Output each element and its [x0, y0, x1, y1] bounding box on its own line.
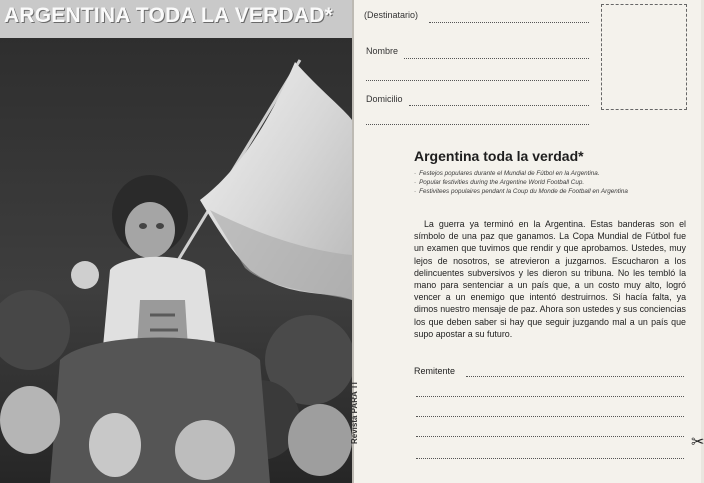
stamp-box — [601, 4, 687, 110]
postcard-title: Argentina toda la verdad* — [414, 148, 584, 164]
message-paragraph: La guerra ya terminó en la Argentina. Estas banderas son el símbolo de una paz que ganamos. La Copa Mundial de Fútbol fue un examen que tuvimos que rendir y que aprobamos. Ustedes, muy lejos de nosotros, se atrevieron a juzgarnos. Escucharon a los delincuentes subversivos y les dieron su tribuna. No les tembló la mano para sentenciar a un país que, a un costo muy alto, logró vencer a un enemigo que intentó destruirnos. Si hacía falta, ya dimos nuestro mensaje de paz. Ahora son ustedes y sus conciencias los que deben saber si hay que seguir juzgando mal a un país que supo apostar a su futuro. — [414, 219, 686, 339]
recipient-label: (Destinatario) — [364, 10, 419, 20]
postcard — [350, 0, 704, 483]
sender-line-3 — [416, 416, 684, 417]
sender-label: Remitente — [414, 366, 456, 376]
recipient-line — [429, 22, 589, 23]
sender-line-5 — [416, 458, 684, 459]
subtitle-en: · Popular festivities during the Argentine World Football Cup. — [414, 179, 584, 186]
sender-line-2 — [416, 396, 684, 397]
address-line — [409, 105, 589, 106]
address-line-2 — [366, 124, 589, 125]
scissors-icon: ✂ — [691, 434, 704, 451]
sender-line-4 — [416, 436, 684, 437]
cover-title: ARGENTINA TODA LA VERDAD* — [4, 4, 333, 27]
magazine-credit: Revista PARA TI — [350, 382, 359, 444]
cover-banner — [0, 0, 352, 38]
name-line-2 — [366, 80, 589, 81]
subtitle-fr: · Festivitees populaires pendant la Coup du Monde de Football en Argentina — [414, 188, 628, 195]
name-label: Nombre — [366, 46, 399, 56]
address-label: Domicilio — [366, 94, 403, 104]
name-line — [404, 58, 589, 59]
message-body — [414, 218, 686, 340]
subtitle-es: · Festejos populares durante el Mundial de Fútbol en la Argentina. — [414, 170, 600, 177]
sender-line-1 — [466, 376, 684, 377]
